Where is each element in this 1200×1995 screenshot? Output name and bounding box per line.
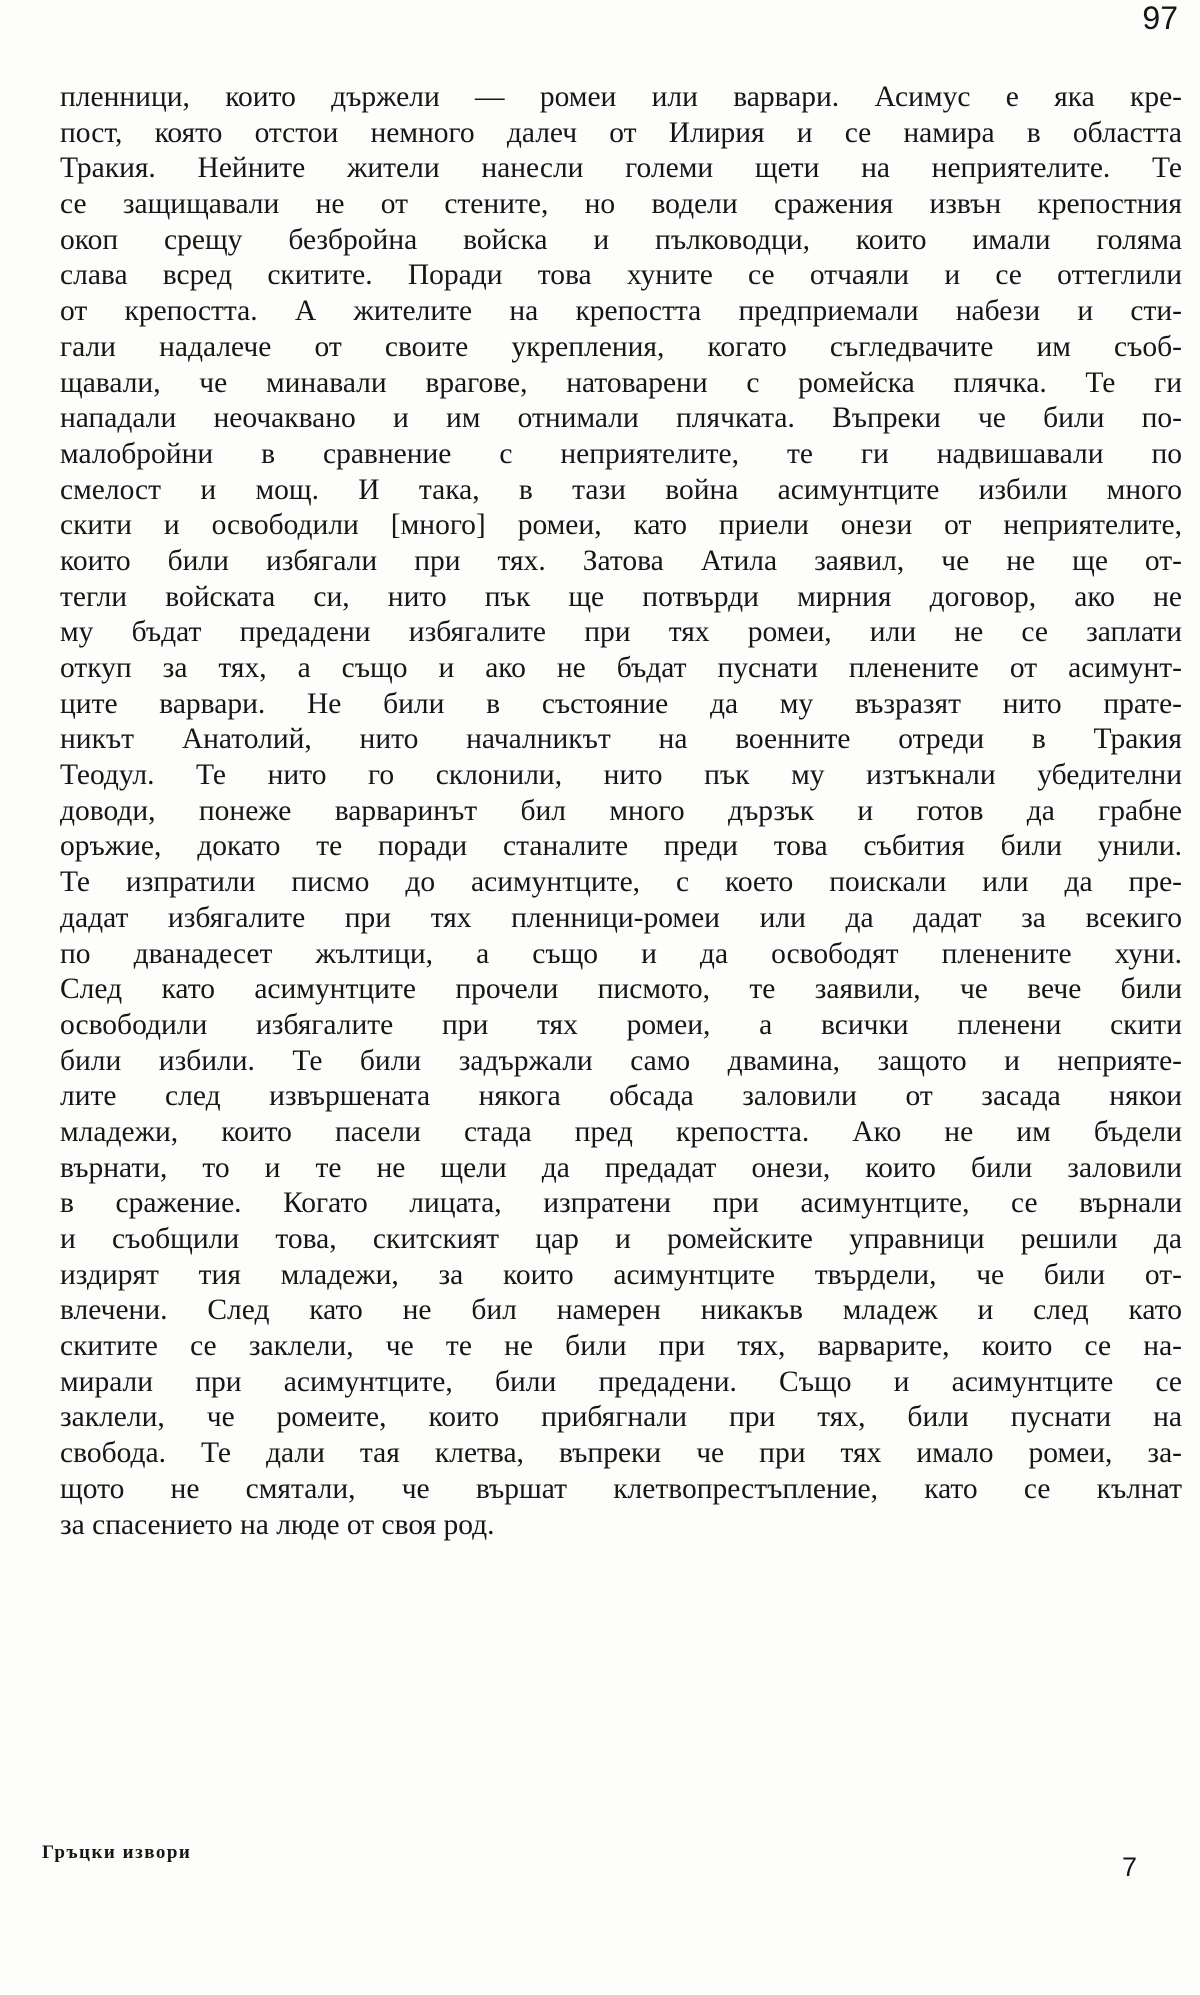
text-line: гали надалече от своите укрепления, когато съгледвачите им съоб- [60,330,1182,363]
text-line: слава всред скитите. Поради това хуните се отчаяли и се оттеглили [60,259,1182,292]
text-line: никът Анатолий, нито началникът на военните отреди в Тракия [60,723,1182,756]
text-line: щото не смятали, че вършат клетвопрестъпление, като се кълнат [60,1472,1182,1505]
text-line: му бъдат предадени избягалите при тях ромеи, или не се заплати [60,616,1182,649]
text-line: младежи, които пасели стада пред крепостта. Ако не им бъдели [60,1115,1182,1148]
footer-title: Гръцки извори [42,1842,192,1863]
text-line: ците варвари. Не били в състояние да му възразят нито прате- [60,687,1182,720]
text-line: скити и освободили [много] ромеи, като приели онези от неприятелите, [60,509,1182,542]
text-line: от крепостта. А жителите на крепостта предприемали набези и сти- [60,295,1182,328]
text-line: свобода. Те дали тая клетва, въпреки че при тях имало ромеи, за- [60,1437,1182,1470]
text-line: върнати, то и те не щели да предадат онези, които били заловили [60,1151,1182,1184]
text-line: мирали при асимунтците, били предадени. Също и асимунтците се [60,1365,1182,1398]
text-line: щавали, че минавали врагове, натоварени с ромейска плячка. Те ги [60,366,1182,399]
text-line: доводи, понеже варваринът бил много дързък и готов да грабне [60,794,1182,827]
text-line: Тракия. Нейните жители нанесли големи щети на неприятелите. Те [60,152,1182,185]
text-line: скитите се заклели, че те не били при тях, варварите, които се на- [60,1330,1182,1363]
text-line: които били избягали при тях. Затова Атила заявил, че не ще от- [60,544,1182,577]
text-line: в сражение. Когато лицата, изпратени при асимунтците, се върнали [60,1187,1182,1220]
text-line: били избили. Те били задържали само двамина, защото и неприяте- [60,1044,1182,1077]
text-line: по дванадесет жълтици, а също и да освободят пленените хуни. [60,937,1182,970]
text-line: След като асимунтците прочели писмото, те заявили, че вече били [60,973,1182,1006]
text-line: тегли войската си, нито пък ще потвърди мирния договор, ако не [60,580,1182,613]
text-line: окоп срещу безбройна войска и пълководци, които имали голяма [60,223,1182,256]
text-line: оръжие, докато те поради станалите преди това събития били унили. [60,830,1182,863]
text-line: освободили избягалите при тях ромеи, а всички пленени скити [60,1008,1182,1041]
text-line: издирят тия младежи, за които асимунтците твърдели, че били от- [60,1258,1182,1291]
text-line: откуп за тях, а също и ако не бъдат пуснати пленените от асимунт- [60,652,1182,684]
text-line: пост, която отстои немного далеч от Илирия и се намира в областта [60,116,1182,149]
printer-signature-mark: 7 [1122,1852,1138,1882]
text-line: за спасението на люде от своя род. [60,1508,495,1541]
page-number: 97 [1142,0,1178,36]
text-line: и съобщили това, скитският цар и ромейските управници решили да [60,1223,1182,1255]
text-line: лите след извършената някога обсада заловили от засада някои [60,1080,1182,1113]
body-text [60,80,1182,1543]
text-line: се защищавали не от стените, но водели сражения извън крепостния [60,188,1182,221]
text-line: Те изпратили писмо до асимунтците, с което поискали или да пре- [60,866,1182,899]
text-line: нападали неочаквано и им отнимали плячката. Въпреки че били по- [60,402,1182,435]
text-line: смелост и мощ. И така, в тази война асимунтците избили много [60,473,1182,506]
text-line: дадат избягалите при тях пленници-ромеи или да дадат за всекиго [60,901,1182,934]
text-line: заклели, че ромеите, които прибягнали при тях, били пуснати на [60,1401,1182,1434]
text-line: влечени. След като не бил намерен никакъв младеж и след като [60,1294,1182,1327]
text-line: малобройни в сравнение с неприятелите, те ги надвишавали по [60,437,1182,470]
text-line: пленници, които държели — ромеи или варвари. Асимус е яка кре- [60,81,1182,113]
text-line: Теодул. Те нито го склонили, нито пък му изтъкнали убедителни [60,759,1182,792]
